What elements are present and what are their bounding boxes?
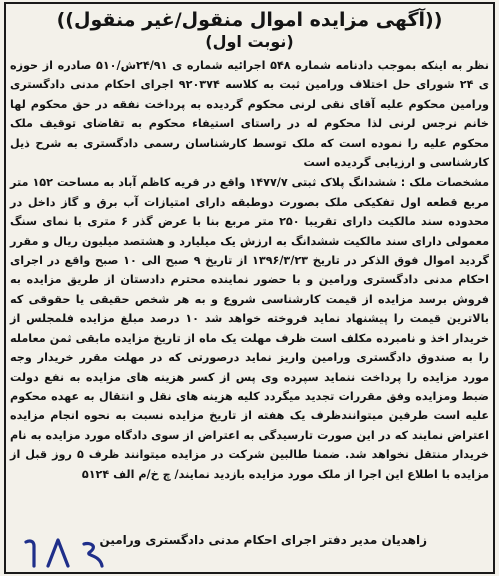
- notice-subtitle: (نوبت اول): [205, 32, 294, 51]
- notice-paragraph-property: مشخصات ملک : ششدانگ پلاک ثبتی ۱۴۷۷/۷ واقع در قریه کاظم آباد به مساحت ۱۵۲ متر مربع قطعه اول تفکیکی ملک بصورت دوطبقه دارای امتیازات آب برق و گاز داخل در محدوده سند مالکیت دارای تقریبا ۲۵۰ متر مربع بنا با عرض گذر ۶ متری با نمای سنگ معمولی دارای سند مالکیت ششدانگ به ارزش یک میلیارد و هشتصد میلیون ریال و مقرر گردید اموال فوق الذکر در تاریخ ۱۳۹۶/۳/۲۳ از تاریخ ۹ صبح الی ۱۰ صبح واقع در اجرای احکام مدنی دادگستری ورامین و با حضور نماینده محترم دادستان از طریق مزایده به فروش برسد مزایده از قیمت کارشناسی شروع و به هر شخص حقیقی یا حقوقی که بالاترین قیمت را پیشنهاد نماید فروخته خواهد شد ۱۰ درصد مبلغ مزایده فلمجلس از خریدار اخذ و نامبرده مکلف است ظرف مهلت یک ماه از تاریخ مزایده مابقی ثمن معامله را به صندوق دادگستری ورامین واریز نماید درصورتی که در مهلت مقرر خریدار وجه مورد مزایده را پرداخت ننماید سپرده وی پس از کسر هزینه های مزایده به نفع دولت ضبط ومزایده وفق مقررات تجدید میگردد کلیه هزینه های نقل و انتقال به عهده محکوم علیه است طرفین میتوانندظرف یک هفته از تاریخ مزایده نسبت به نحوه انجام مزایده اعتراض نمایند که در این صورت تارسیدگی به اعتراض از سوی دادگاه مورد مزایده به نام خریدار منتقل نخواهد شد. ضمنا طالبین شرکت در مزایده میتوانند ظرف ۵ روز قبل از مزایده با اطلاع این اجرا از ملک مورد مزایده بازدید نمایند/ چ خ/م الف ۵۱۲۴: [10, 176, 490, 481]
- notice-paragraph-intro: نظر به اینکه بموجب دادنامه شماره ۵۴۸ اجرائیه شماره ی ۲۴/۹۱ش/۵۱۰ صادره از حوزه ی ۲۴ شورای حل اختلاف ورامین ثبت به کلاسه ۹۲۰۳۷۴ اجرای احکام مدنی دادگستری ورامین محکوم علیه آقای نقی لرنی محکوم گردیده به پرداخت نفقه در حق محکوم لها خانم نرجس لرنی لذا محکوم له در راستای استیفاء محکوم به تقاضای توقیف ملک محکوم علیه را نموده است که ملک توسط کارشناسان رسمی دادگستری به شرح ذیل کارشناسی و ارزیابی گردیده است: [10, 59, 489, 170]
- notice-title: ((آگهی مزایده اموال منقول/غیر منقول)): [56, 9, 443, 31]
- signature-line: زاهدیان مدیر دفتر اجرای احکام مدنی دادگستری ورامین: [99, 533, 427, 547]
- notice-border: [4, 2, 495, 574]
- signature-row: [10, 532, 489, 570]
- handwritten-number-icon: [18, 532, 110, 572]
- handwritten-number: [18, 532, 110, 572]
